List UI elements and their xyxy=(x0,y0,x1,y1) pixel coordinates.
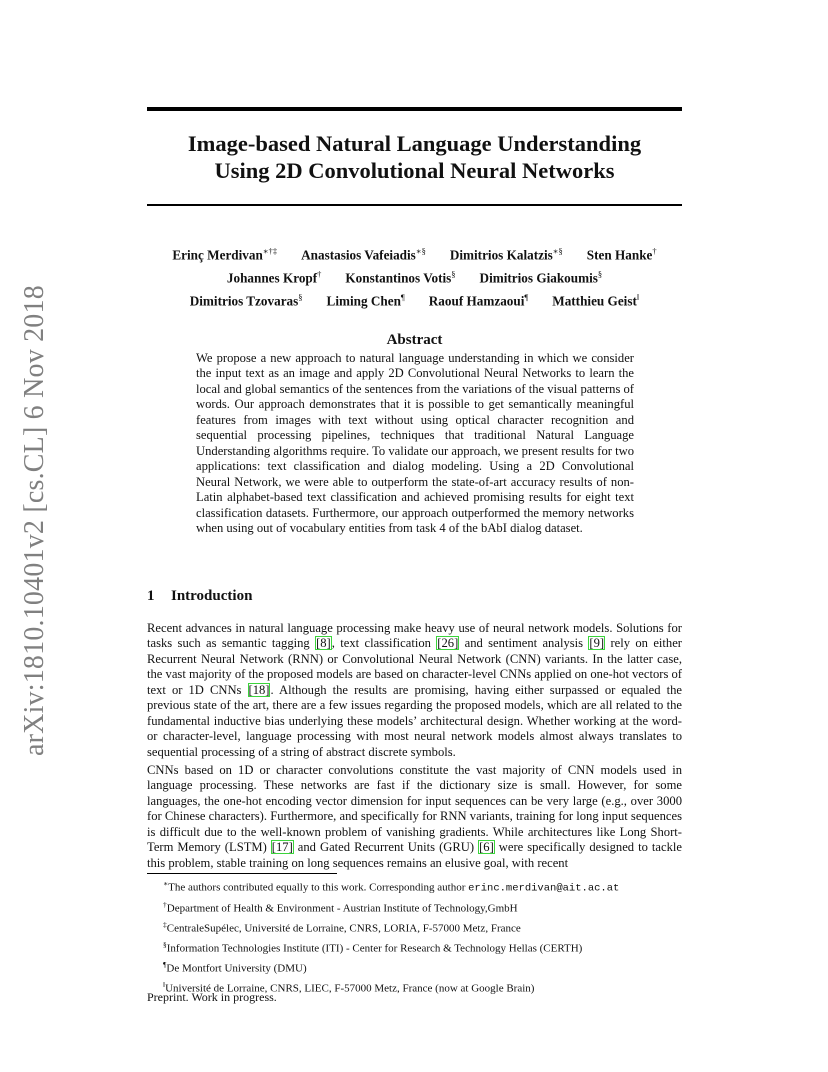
section-title: Introduction xyxy=(171,588,253,604)
footnote-text: Information Technologies Institute (ITI) - Center for Research & Technology Hellas (CERTH) xyxy=(166,942,583,955)
footnote-mark: † xyxy=(163,899,167,909)
citation-link[interactable]: [9] xyxy=(589,636,605,651)
footnote-text: Department of Health & Environment - Austrian Institute of Technology,GmbH xyxy=(166,902,518,915)
author-name: Sten Hanke xyxy=(586,247,653,263)
affiliation-mark: ¶ xyxy=(524,291,529,302)
author-row-2 xyxy=(147,265,682,288)
footnote-text: The authors contributed equally to this work. Corresponding author xyxy=(168,881,469,894)
footnote-text: CentraleSupélec, Université de Lorraine, CNRS, LORIA, F-57000 Metz, France xyxy=(166,922,521,935)
affiliation-mark: ∗†‡ xyxy=(262,246,278,256)
footnote-mark: ¶ xyxy=(163,959,167,969)
author-name: Dimitrios Giakoumis xyxy=(479,270,598,286)
footnote-mark: ‡ xyxy=(163,919,167,929)
author-name: Konstantinos Votis xyxy=(345,270,452,286)
author xyxy=(190,288,303,311)
author-name: Liming Chen xyxy=(326,293,401,309)
affiliation-mark: § xyxy=(597,268,603,279)
paragraph xyxy=(147,621,682,760)
author xyxy=(301,242,426,265)
paragraph-text: and Gated Recurrent Units (GRU) xyxy=(293,840,479,855)
author xyxy=(327,288,405,311)
author xyxy=(552,288,639,311)
paragraph xyxy=(147,763,682,871)
author-email: erinc.merdivan@ait.ac.at xyxy=(468,882,620,895)
footnote-rule xyxy=(147,873,337,874)
footnote-text: Université de Lorraine, CNRS, LIEC, F-57000 Metz, France (now at Google Brain) xyxy=(165,982,535,995)
citation-link[interactable]: [17] xyxy=(271,840,293,855)
footnotes xyxy=(163,876,703,997)
abstract-body xyxy=(196,351,634,536)
affiliation-mark: ∗§ xyxy=(415,246,426,256)
paragraph-text: Recent advances in natural language processing make heavy use of neural network models. Solutions for tasks such as semantic tagging xyxy=(147,621,682,651)
author-name: Dimitrios Kalatzis xyxy=(449,247,553,263)
citation-link[interactable]: [18] xyxy=(248,682,270,697)
paragraph-text: and sentiment analysis xyxy=(459,636,589,651)
abstract-heading: Abstract xyxy=(386,332,443,348)
author-row-3 xyxy=(147,288,682,311)
footnote xyxy=(163,957,703,977)
author xyxy=(480,265,603,288)
author-name: Dimitrios Tzovaras xyxy=(189,293,299,309)
affiliation-mark: † xyxy=(317,268,322,279)
affiliation-mark: ‖ xyxy=(636,291,640,302)
paragraph-text: , text classification xyxy=(331,636,437,651)
title-top-rule xyxy=(147,107,682,111)
author xyxy=(227,265,322,288)
arxiv-identifier: arXiv:1810.10401v2 [cs.CL] 6 Nov 2018 xyxy=(19,285,50,756)
author xyxy=(450,242,563,265)
footnote-mark: ∗ xyxy=(163,879,169,888)
citation-link[interactable]: [8] xyxy=(316,636,331,651)
author-name: Anastasios Vafeiadis xyxy=(301,247,416,263)
citation-link[interactable]: [26] xyxy=(437,636,459,651)
paragraph-text: rely on either Recurrent Neural Network (RNN) or Convolutional Neural Network (CNN) variants. In the latter case, the vast majority of the proposed models are based on character-level CNNs applied on one-hot vectors of text or 1D CNNs xyxy=(147,636,682,697)
title-line-1: Image-based Natural Language Understanding xyxy=(187,131,642,156)
footnote-text: De Montfort University (DMU) xyxy=(166,962,307,975)
preprint-note: Preprint. Work in progress. xyxy=(147,990,277,1004)
paragraph-text: . Although the results are promising, having either surpassed or equaled the previous state of the art, there are a few issues regarding the proposed models, which are all related to the fundamental inductive bias underlying these models’ architectural design. Whether working at the word- or character-level, language processing with most neural network models almost always translates to sequential processing of a string of abstract discrete symbols. xyxy=(147,682,682,759)
citation-link[interactable]: [6] xyxy=(479,840,494,855)
footnote xyxy=(163,876,703,897)
author xyxy=(587,242,657,265)
title-line-2: Using 2D Convolutional Neural Networks xyxy=(214,158,615,183)
author xyxy=(345,265,455,288)
author-name: Erinç Merdivan xyxy=(172,247,263,263)
paragraph-text: were specifically designed to tackle this problem, stable training on long sequences remains an elusive goal, with recent xyxy=(147,840,682,870)
author-name: Raouf Hamzaoui xyxy=(428,293,525,309)
affiliation-mark: § xyxy=(451,268,456,279)
paragraph-text: CNNs based on 1D or character convolutions constitute the vast majority of CNN models used in language processing. These networks are fast if the dictionary size is small. However, for some languages, the one-hot encoding vector dimension for input sequences can be very large (e.g., over 3000 for Chinese characters). Furthermore, and specifically for RNN variants, training for long input sequences is difficult due to the well-known problem of vanishing gradients. While architectures like Long Short-Term Memory (LSTM) xyxy=(147,763,682,855)
abstract-text: We propose a new approach to natural language understanding in which we consider the input text as an image and apply 2D Convolutional Neural Networks to learn the local and global semantics of the sentences from the variations of the visual patterns of words. Our approach demonstrates that it is possible to get semantically meaningful features from images with text without using optical character recognition and sequential processing pipelines, techniques that traditional Natural Language Understanding algorithms require. To validate our approach, we present results for two applications: text classification and dialog modeling. Using a 2D Convolutional Neural Network, we were able to outperform the state-of-art accuracy results of non-Latin alphabet-based text classification and achieved promising results for eight text classification datasets. Furthermore, our approach outperformed the memory networks when using out of vocabulary entities from task 4 of the bAbI dialog dataset. xyxy=(196,351,634,535)
title-bottom-rule xyxy=(147,204,682,206)
footnote xyxy=(163,937,703,957)
author xyxy=(172,242,277,265)
affiliation-mark: ¶ xyxy=(400,291,405,302)
section-heading xyxy=(147,588,252,605)
affiliation-mark: § xyxy=(298,291,303,302)
author-list xyxy=(147,242,682,311)
affiliation-mark: † xyxy=(652,246,657,256)
footnote xyxy=(163,917,703,937)
author-name: Matthieu Geist xyxy=(552,293,637,309)
author-name: Johannes Kropf xyxy=(226,270,318,286)
author-row-1 xyxy=(147,242,682,265)
footnote-mark: ‖ xyxy=(163,979,166,989)
footnote-mark: § xyxy=(163,939,167,949)
affiliation-mark: ∗§ xyxy=(552,246,563,256)
section-number: 1 xyxy=(147,588,155,604)
footnote xyxy=(163,897,703,917)
author xyxy=(429,288,528,311)
paper-title xyxy=(147,130,682,184)
